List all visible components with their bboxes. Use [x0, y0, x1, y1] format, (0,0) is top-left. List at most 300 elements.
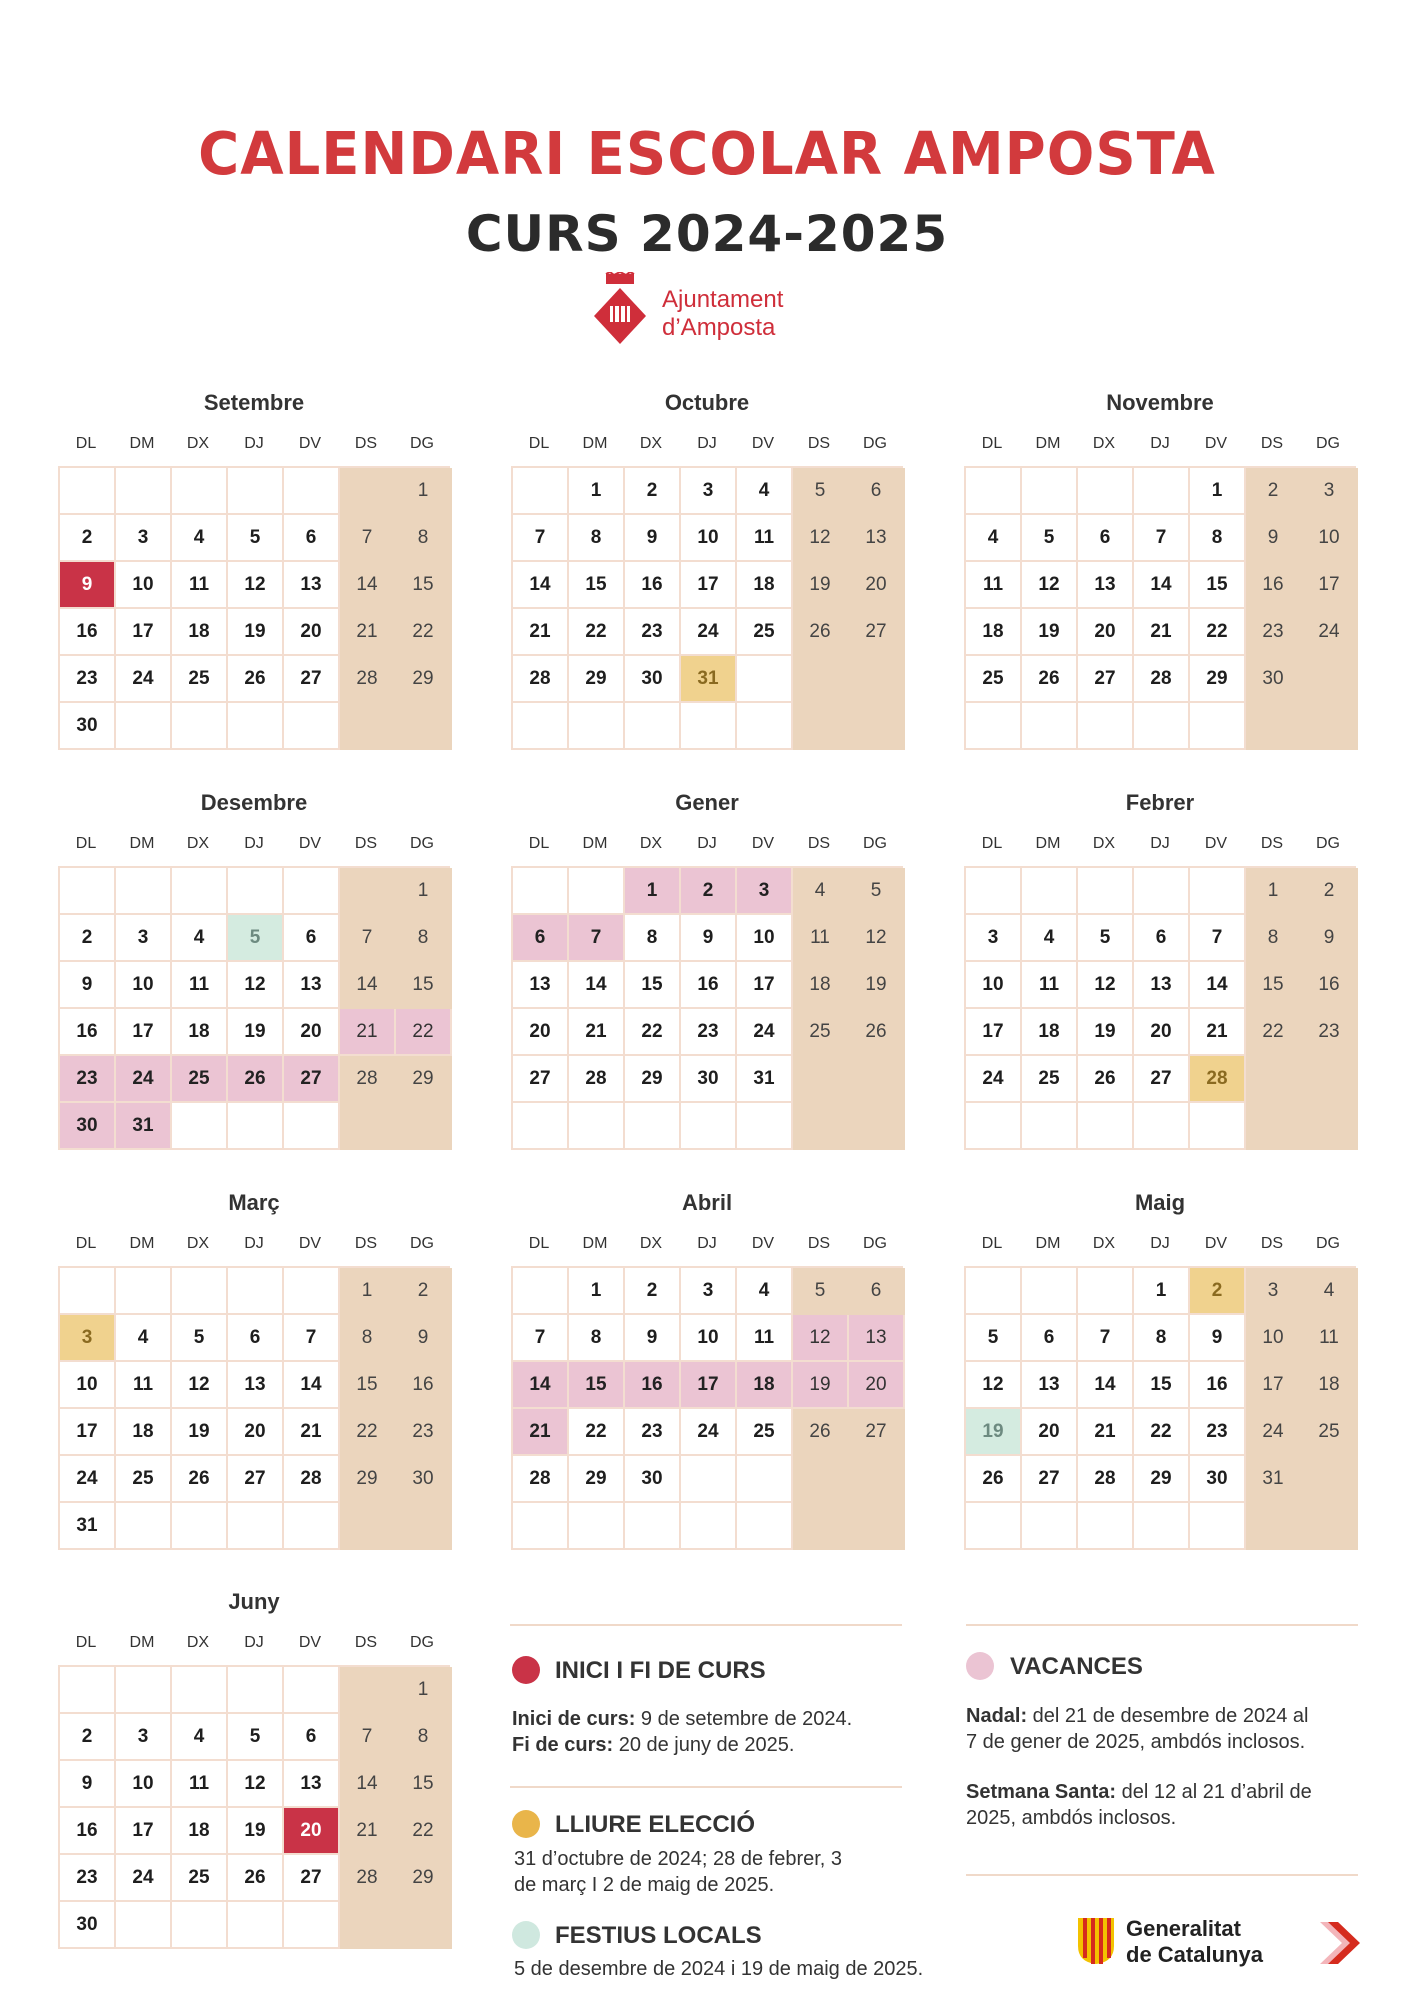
- day-cell: 14: [513, 1362, 569, 1409]
- day-cell: 7: [340, 1714, 396, 1761]
- month-grid: [58, 1665, 450, 1949]
- day-cell: 28: [340, 1056, 396, 1103]
- day-cell: 8: [569, 515, 625, 562]
- legend-inici-text: [512, 1706, 852, 1758]
- day-cell: 26: [1078, 1056, 1134, 1103]
- month-name: Maig: [1134, 1190, 1186, 1215]
- day-cell: 12: [793, 515, 849, 562]
- day-cell: 10: [116, 562, 172, 609]
- day-cell: 17: [116, 1808, 172, 1855]
- empty-cell: [1078, 1103, 1134, 1150]
- month-name: Gener: [675, 790, 739, 815]
- day-cell: 4: [966, 515, 1022, 562]
- day-cell: 30: [625, 1456, 681, 1503]
- day-cell: 7: [513, 515, 569, 562]
- empty-cell: [228, 1268, 284, 1315]
- empty-cell: [966, 703, 1022, 750]
- day-cell: 3: [681, 468, 737, 515]
- day-cell: 21: [513, 609, 569, 656]
- empty-cell: [625, 703, 681, 750]
- day-cell: 11: [172, 562, 228, 609]
- day-cell: 15: [340, 1362, 396, 1409]
- day-cell: 1: [340, 1268, 396, 1315]
- day-cell: 17: [737, 962, 793, 1009]
- empty-cell: [793, 1103, 849, 1150]
- day-cell: 15: [396, 1761, 452, 1808]
- day-cell: 23: [625, 1409, 681, 1456]
- weekday-label: DL: [528, 1235, 550, 1252]
- lliure-line-2: de març I 2 de maig de 2025.: [514, 1874, 775, 1896]
- empty-cell: [1190, 868, 1246, 915]
- day-cell: 12: [793, 1315, 849, 1362]
- empty-cell: [340, 1103, 396, 1150]
- empty-cell: [284, 468, 340, 515]
- day-cell: 20: [513, 1009, 569, 1056]
- empty-cell: [1022, 1268, 1078, 1315]
- weekday-header: [964, 1234, 1356, 1264]
- day-cell: 27: [284, 1855, 340, 1902]
- day-cell: 26: [793, 609, 849, 656]
- setmana-santa-line-2: 2025, ambdós inclosos.: [966, 1807, 1177, 1829]
- day-cell: 4: [172, 515, 228, 562]
- empty-cell: [1134, 1103, 1190, 1150]
- empty-cell: [625, 1503, 681, 1550]
- day-cell: 30: [60, 703, 116, 750]
- empty-cell: [284, 1902, 340, 1949]
- empty-cell: [340, 468, 396, 515]
- weekday-label: DJ: [697, 435, 717, 452]
- setmana-santa-label: Setmana Santa:: [966, 1781, 1117, 1803]
- month-2: [964, 388, 1356, 750]
- weekday-label: DJ: [1150, 435, 1170, 452]
- day-cell: 20: [228, 1409, 284, 1456]
- weekday-label: DG: [410, 1634, 434, 1651]
- weekday-label: DX: [186, 435, 210, 452]
- day-cell: 9: [625, 515, 681, 562]
- day-cell: 13: [849, 1315, 905, 1362]
- legend-festius-title: FESTIUS LOCALS: [555, 1922, 762, 1949]
- day-cell: 19: [966, 1409, 1022, 1456]
- empty-cell: [966, 868, 1022, 915]
- empty-cell: [172, 1268, 228, 1315]
- legend-lliure-title: LLIURE ELECCIÓ: [555, 1811, 756, 1838]
- day-cell: 26: [1022, 656, 1078, 703]
- day-cell: 8: [1134, 1315, 1190, 1362]
- empty-cell: [340, 703, 396, 750]
- empty-cell: [1134, 868, 1190, 915]
- day-cell: 26: [793, 1409, 849, 1456]
- empty-cell: [849, 656, 905, 703]
- day-cell: 29: [569, 656, 625, 703]
- day-cell: 24: [681, 1409, 737, 1456]
- weekday-label: DM: [129, 835, 155, 852]
- day-cell: 2: [60, 515, 116, 562]
- weekday-label: DS: [354, 435, 378, 452]
- day-cell: 26: [228, 1056, 284, 1103]
- empty-cell: [116, 868, 172, 915]
- empty-cell: [116, 703, 172, 750]
- day-cell: 10: [60, 1362, 116, 1409]
- day-cell: 27: [284, 656, 340, 703]
- month-grid: [964, 466, 1356, 750]
- weekday-label: DS: [1260, 1235, 1284, 1252]
- day-cell: 18: [172, 1808, 228, 1855]
- day-cell: 5: [793, 1268, 849, 1315]
- day-cell: 24: [681, 609, 737, 656]
- weekday-label: DX: [186, 1634, 210, 1651]
- day-cell: 28: [1134, 656, 1190, 703]
- weekday-label: DJ: [697, 1235, 717, 1252]
- day-cell: 21: [284, 1409, 340, 1456]
- weekday-label: DJ: [244, 435, 264, 452]
- day-cell: 4: [737, 1268, 793, 1315]
- day-cell: 12: [1022, 562, 1078, 609]
- weekday-label: DX: [639, 835, 663, 852]
- day-cell: 5: [966, 1315, 1022, 1362]
- day-cell: 6: [849, 468, 905, 515]
- day-cell: 11: [793, 915, 849, 962]
- empty-cell: [228, 1103, 284, 1150]
- day-cell: 18: [793, 962, 849, 1009]
- day-cell: 25: [1022, 1056, 1078, 1103]
- day-cell: 7: [340, 515, 396, 562]
- day-cell: 20: [849, 562, 905, 609]
- weekday-label: DX: [639, 1235, 663, 1252]
- empty-cell: [172, 703, 228, 750]
- weekday-header: [964, 834, 1356, 864]
- day-cell: 21: [1190, 1009, 1246, 1056]
- day-cell: 22: [340, 1409, 396, 1456]
- day-cell: 25: [737, 609, 793, 656]
- weekday-label: DL: [981, 435, 1003, 452]
- day-cell: 29: [396, 1855, 452, 1902]
- day-cell: 23: [1246, 609, 1302, 656]
- day-cell: 5: [1022, 515, 1078, 562]
- day-cell: 21: [1078, 1409, 1134, 1456]
- legend-festius-text: 5 de desembre de 2024 i 19 de maig de 2025.: [514, 1958, 924, 1980]
- weekday-label: DS: [354, 835, 378, 852]
- weekday-label: DL: [981, 1235, 1003, 1252]
- day-cell: 27: [1134, 1056, 1190, 1103]
- day-cell: 8: [396, 1714, 452, 1761]
- weekday-label: DV: [298, 1235, 322, 1252]
- day-cell: 6: [1078, 515, 1134, 562]
- day-cell: 1: [1246, 868, 1302, 915]
- empty-cell: [1190, 1103, 1246, 1150]
- month-name: Setembre: [203, 390, 305, 415]
- empty-cell: [172, 1902, 228, 1949]
- empty-cell: [172, 1103, 228, 1150]
- empty-cell: [681, 1103, 737, 1150]
- weekday-label: DV: [298, 835, 322, 852]
- day-cell: 28: [1078, 1456, 1134, 1503]
- weekday-label: DJ: [244, 1235, 264, 1252]
- empty-cell: [849, 1503, 905, 1550]
- month-name: Octubre: [664, 390, 750, 415]
- day-cell: 9: [1190, 1315, 1246, 1362]
- weekday-label: DJ: [244, 835, 264, 852]
- day-cell: 4: [737, 468, 793, 515]
- month-grid: [511, 1266, 903, 1550]
- day-cell: 26: [849, 1009, 905, 1056]
- day-cell: 6: [284, 515, 340, 562]
- empty-cell: [1302, 1503, 1358, 1550]
- empty-cell: [284, 1503, 340, 1550]
- day-cell: 2: [1246, 468, 1302, 515]
- day-cell: 28: [569, 1056, 625, 1103]
- day-cell: 23: [396, 1409, 452, 1456]
- day-cell: 29: [340, 1456, 396, 1503]
- weekday-label: DM: [129, 435, 155, 452]
- day-cell: 22: [1134, 1409, 1190, 1456]
- day-cell: 13: [849, 515, 905, 562]
- day-cell: 4: [1022, 915, 1078, 962]
- day-cell: 13: [284, 562, 340, 609]
- weekday-header: [964, 434, 1356, 464]
- day-cell: 27: [849, 609, 905, 656]
- empty-cell: [172, 1667, 228, 1714]
- empty-cell: [513, 468, 569, 515]
- weekday-label: DG: [863, 435, 887, 452]
- legend-inici-title: INICI I FI DE CURS: [555, 1657, 766, 1684]
- day-cell: 10: [681, 515, 737, 562]
- empty-cell: [1302, 656, 1358, 703]
- day-cell: 4: [1302, 1268, 1358, 1315]
- day-cell: 14: [569, 962, 625, 1009]
- day-cell: 18: [1302, 1362, 1358, 1409]
- weekday-label: DG: [1316, 835, 1340, 852]
- month-4: [511, 788, 903, 1150]
- day-cell: 20: [1078, 609, 1134, 656]
- empty-cell: [737, 656, 793, 703]
- day-cell: 14: [1078, 1362, 1134, 1409]
- day-cell: 4: [172, 1714, 228, 1761]
- empty-cell: [1246, 1056, 1302, 1103]
- empty-cell: [396, 1503, 452, 1550]
- weekday-label: DM: [582, 435, 608, 452]
- empty-cell: [1134, 703, 1190, 750]
- empty-cell: [340, 868, 396, 915]
- day-cell: 22: [1190, 609, 1246, 656]
- day-cell: 8: [569, 1315, 625, 1362]
- day-cell: 15: [625, 962, 681, 1009]
- month-grid: [964, 866, 1356, 1150]
- day-cell: 30: [625, 656, 681, 703]
- legend-vacances-title: VACANCES: [1010, 1653, 1143, 1680]
- day-cell: 26: [966, 1456, 1022, 1503]
- day-cell: 16: [60, 609, 116, 656]
- day-cell: 15: [1134, 1362, 1190, 1409]
- month-7: [511, 1188, 903, 1550]
- empty-cell: [116, 1667, 172, 1714]
- weekday-label: DV: [1204, 1235, 1228, 1252]
- day-cell: 20: [849, 1362, 905, 1409]
- empty-cell: [172, 1503, 228, 1550]
- weekday-label: DV: [298, 435, 322, 452]
- day-cell: 19: [1078, 1009, 1134, 1056]
- day-cell: 28: [284, 1456, 340, 1503]
- day-cell: 16: [60, 1009, 116, 1056]
- day-cell: 15: [396, 562, 452, 609]
- day-cell: 27: [513, 1056, 569, 1103]
- day-cell: 22: [569, 609, 625, 656]
- day-cell: 9: [60, 562, 116, 609]
- day-cell: 17: [116, 1009, 172, 1056]
- festius-dot-icon: [512, 1921, 540, 1949]
- empty-cell: [284, 703, 340, 750]
- month-6: [58, 1188, 450, 1550]
- weekday-header: [58, 834, 450, 864]
- day-cell: 5: [793, 468, 849, 515]
- weekday-header: [511, 834, 903, 864]
- day-cell: 31: [737, 1056, 793, 1103]
- empty-cell: [1078, 1503, 1134, 1550]
- day-cell: 17: [60, 1409, 116, 1456]
- day-cell: 30: [60, 1902, 116, 1949]
- day-cell: 14: [284, 1362, 340, 1409]
- month-1: [511, 388, 903, 750]
- empty-cell: [116, 1902, 172, 1949]
- day-cell: 16: [396, 1362, 452, 1409]
- legend-divider: [966, 1874, 1358, 1876]
- empty-cell: [1022, 1103, 1078, 1150]
- day-cell: 3: [1302, 468, 1358, 515]
- day-cell: 9: [1302, 915, 1358, 962]
- inici-date: 9 de setembre de 2024.: [635, 1708, 853, 1730]
- day-cell: 27: [1078, 656, 1134, 703]
- empty-cell: [737, 1503, 793, 1550]
- weekday-label: DJ: [1150, 835, 1170, 852]
- inici-dot-icon: [512, 1656, 540, 1684]
- day-cell: 23: [60, 1056, 116, 1103]
- empty-cell: [793, 1456, 849, 1503]
- day-cell: 13: [284, 1761, 340, 1808]
- empty-cell: [569, 868, 625, 915]
- month-0: [58, 388, 450, 750]
- day-cell: 12: [849, 915, 905, 962]
- day-cell: 19: [793, 1362, 849, 1409]
- weekday-label: DX: [639, 435, 663, 452]
- day-cell: 23: [1190, 1409, 1246, 1456]
- day-cell: 18: [737, 562, 793, 609]
- day-cell: 14: [340, 562, 396, 609]
- day-cell: 24: [737, 1009, 793, 1056]
- day-cell: 23: [60, 1855, 116, 1902]
- weekday-label: DS: [354, 1235, 378, 1252]
- day-cell: 23: [681, 1009, 737, 1056]
- vacances-dot-icon: [966, 1652, 994, 1680]
- day-cell: 15: [1190, 562, 1246, 609]
- day-cell: 24: [1246, 1409, 1302, 1456]
- weekday-label: DV: [1204, 835, 1228, 852]
- empty-cell: [1134, 1503, 1190, 1550]
- day-cell: 13: [228, 1362, 284, 1409]
- empty-cell: [513, 1503, 569, 1550]
- day-cell: 2: [625, 468, 681, 515]
- empty-cell: [284, 1667, 340, 1714]
- day-cell: 21: [513, 1409, 569, 1456]
- day-cell: 25: [966, 656, 1022, 703]
- empty-cell: [396, 1103, 452, 1150]
- empty-cell: [849, 703, 905, 750]
- day-cell: 12: [1078, 962, 1134, 1009]
- day-cell: 23: [625, 609, 681, 656]
- empty-cell: [116, 1268, 172, 1315]
- day-cell: 10: [681, 1315, 737, 1362]
- empty-cell: [228, 868, 284, 915]
- month-name: Desembre: [200, 790, 308, 815]
- day-cell: 11: [1022, 962, 1078, 1009]
- day-cell: 8: [396, 515, 452, 562]
- day-cell: 17: [681, 562, 737, 609]
- empty-cell: [1078, 1268, 1134, 1315]
- day-cell: 25: [1302, 1409, 1358, 1456]
- day-cell: 30: [60, 1103, 116, 1150]
- day-cell: 31: [681, 656, 737, 703]
- generalitat-line-2: de Catalunya: [1126, 1942, 1263, 1967]
- empty-cell: [1302, 1103, 1358, 1150]
- weekday-label: DG: [410, 1235, 434, 1252]
- empty-cell: [681, 1503, 737, 1550]
- day-cell: 3: [966, 915, 1022, 962]
- day-cell: 26: [228, 656, 284, 703]
- empty-cell: [966, 1503, 1022, 1550]
- day-cell: 17: [681, 1362, 737, 1409]
- empty-cell: [681, 1456, 737, 1503]
- day-cell: 7: [284, 1315, 340, 1362]
- empty-cell: [228, 1503, 284, 1550]
- month-8: [964, 1188, 1356, 1550]
- empty-cell: [228, 468, 284, 515]
- weekday-label: DG: [410, 835, 434, 852]
- month-name: Juny: [228, 1589, 280, 1614]
- day-cell: 5: [228, 1714, 284, 1761]
- day-cell: 2: [1190, 1268, 1246, 1315]
- day-cell: 27: [849, 1409, 905, 1456]
- day-cell: 22: [396, 609, 452, 656]
- day-cell: 9: [681, 915, 737, 962]
- weekday-label: DX: [1092, 835, 1116, 852]
- day-cell: 13: [513, 962, 569, 1009]
- day-cell: 13: [1078, 562, 1134, 609]
- day-cell: 10: [737, 915, 793, 962]
- day-cell: 21: [340, 1808, 396, 1855]
- generalitat-flag-icon: [1074, 1914, 1118, 1966]
- day-cell: 5: [849, 868, 905, 915]
- day-cell: 30: [396, 1456, 452, 1503]
- day-cell: 21: [569, 1009, 625, 1056]
- day-cell: 11: [737, 515, 793, 562]
- empty-cell: [1022, 868, 1078, 915]
- empty-cell: [172, 468, 228, 515]
- day-cell: 28: [340, 1855, 396, 1902]
- logo-line-2: d’Amposta: [662, 314, 776, 341]
- setmana-santa-line-1: del 12 al 21 d’abril de: [1116, 1781, 1312, 1803]
- empty-cell: [1246, 1503, 1302, 1550]
- day-cell: 22: [396, 1009, 452, 1056]
- day-cell: 30: [681, 1056, 737, 1103]
- day-cell: 16: [60, 1808, 116, 1855]
- nadal-label: Nadal:: [966, 1705, 1028, 1727]
- day-cell: 25: [737, 1409, 793, 1456]
- day-cell: 9: [396, 1315, 452, 1362]
- month-name: Abril: [681, 1190, 733, 1215]
- day-cell: 4: [793, 868, 849, 915]
- empty-cell: [1022, 468, 1078, 515]
- day-cell: 16: [1246, 562, 1302, 609]
- day-cell: 14: [340, 1761, 396, 1808]
- day-cell: 12: [172, 1362, 228, 1409]
